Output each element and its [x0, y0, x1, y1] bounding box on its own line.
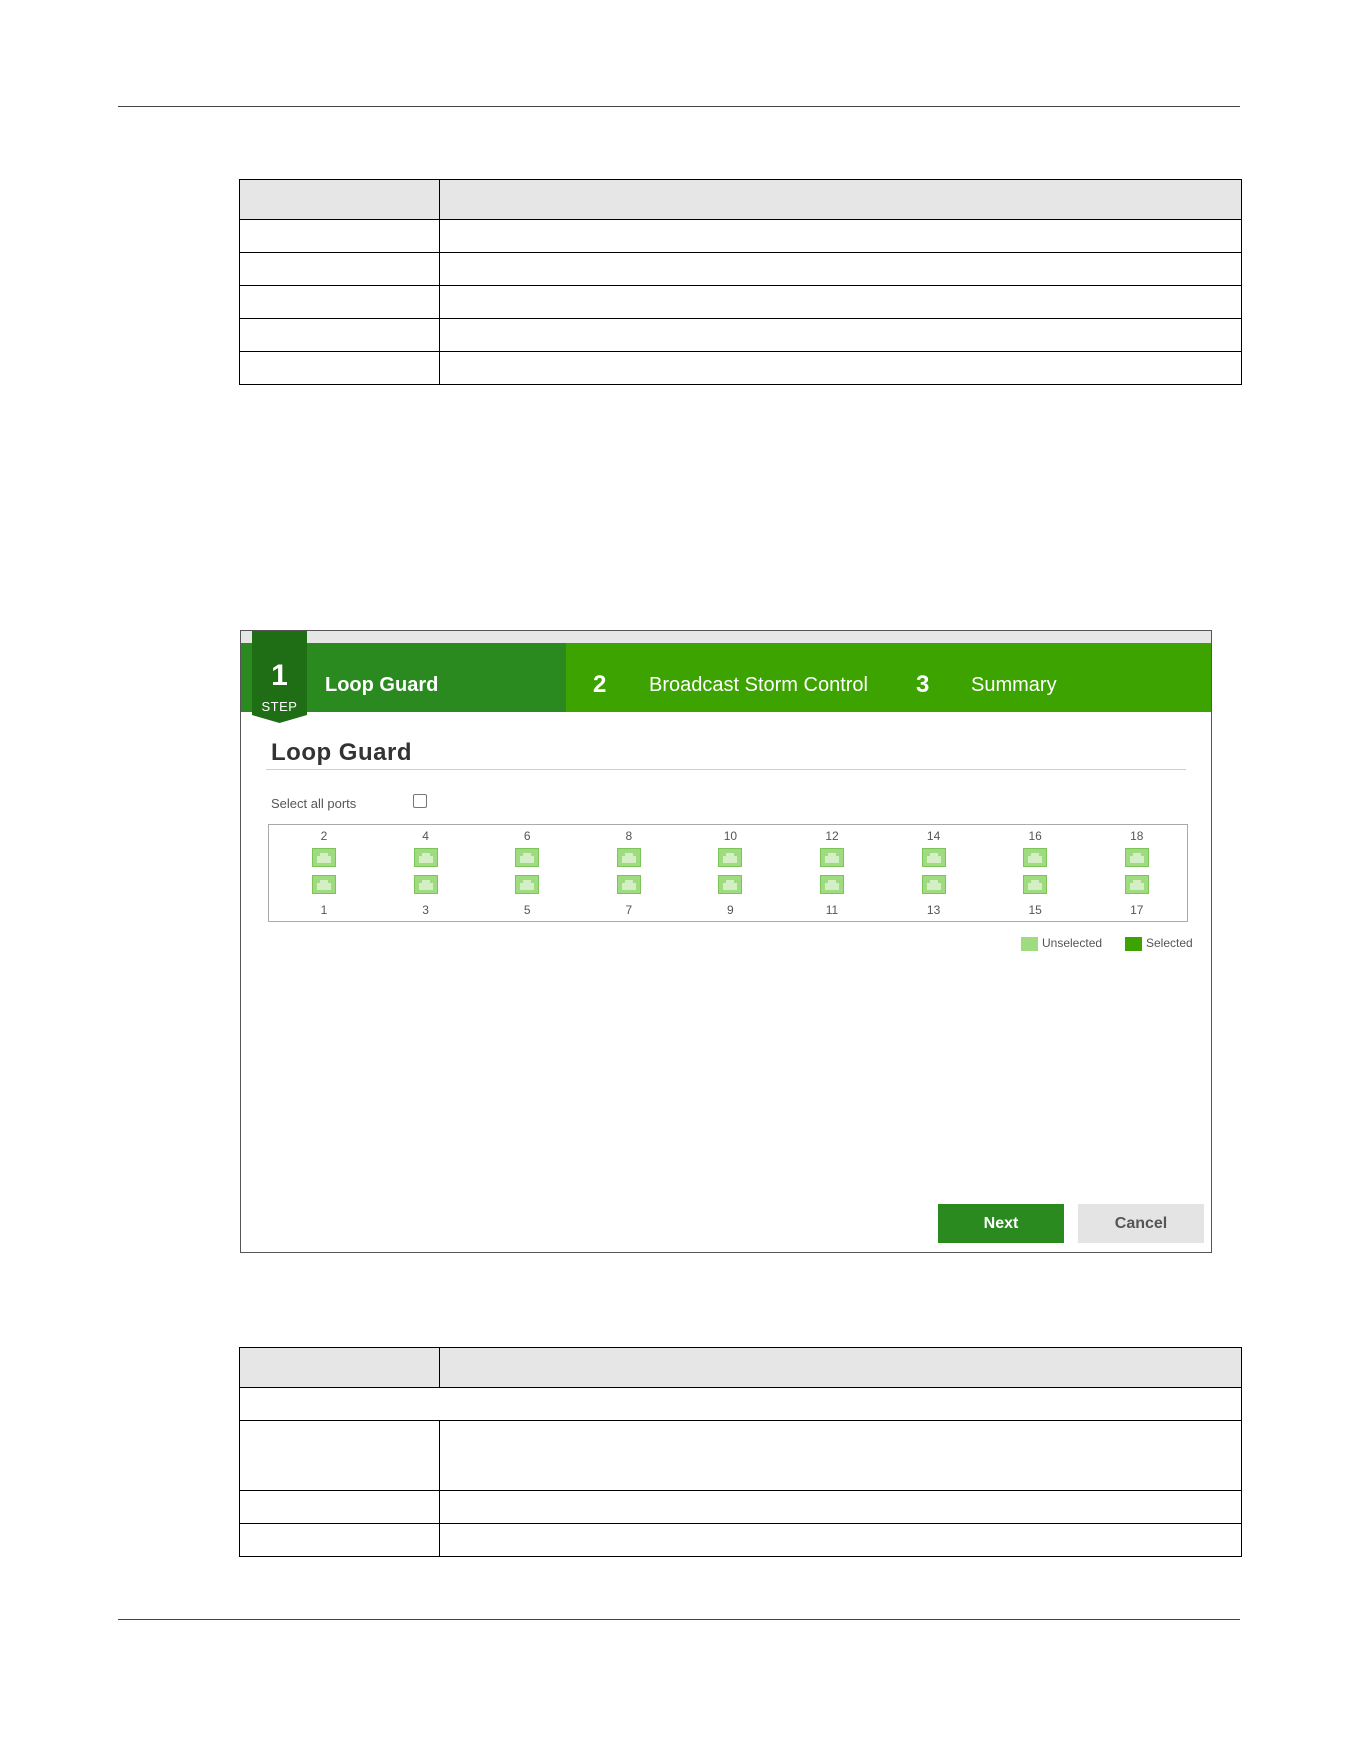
- port-14-icon[interactable]: [922, 848, 946, 867]
- table-cell: [440, 319, 1242, 352]
- table-cell: [240, 1524, 440, 1557]
- bottom-table: [239, 1347, 1242, 1557]
- unselected-port-icon: [1021, 937, 1038, 951]
- legend-selected: [1125, 936, 1193, 951]
- port-column: [700, 825, 760, 921]
- port-5-icon[interactable]: [515, 875, 539, 894]
- port-number-label: 9: [727, 903, 734, 917]
- table-cell: [440, 253, 1242, 286]
- legend-selected-label: Selected: [1146, 936, 1193, 950]
- port-selection-grid: [268, 824, 1188, 922]
- port-column: [904, 825, 964, 921]
- table-cell: [440, 1491, 1242, 1524]
- step-2-label[interactable]: Broadcast Storm Control: [649, 674, 868, 696]
- select-all-label: Select all ports: [271, 796, 357, 811]
- table-cell: [440, 352, 1242, 385]
- step-3-label[interactable]: Summary: [971, 674, 1057, 696]
- port-number-label: 16: [1028, 829, 1042, 843]
- step-word: STEP: [261, 699, 298, 714]
- port-number-label: 17: [1130, 903, 1144, 917]
- port-4-icon[interactable]: [414, 848, 438, 867]
- table-header-cell: [240, 180, 440, 220]
- port-column: [1107, 825, 1167, 921]
- port-number-label: 7: [625, 903, 633, 917]
- port-8-icon[interactable]: [617, 848, 641, 867]
- table-cell: [240, 286, 440, 319]
- port-9-icon[interactable]: [718, 875, 742, 894]
- table-cell: [440, 286, 1242, 319]
- step-indicator-tag: [252, 631, 307, 723]
- loop-guard-wizard-screenshot: [240, 630, 1212, 1253]
- table-cell: [240, 220, 440, 253]
- table-cell: [440, 1421, 1242, 1491]
- port-2-icon[interactable]: [312, 848, 336, 867]
- table-cell: [240, 352, 440, 385]
- port-11-icon[interactable]: [820, 875, 844, 894]
- step-1-number: 1: [271, 659, 288, 692]
- port-number-label: 15: [1028, 903, 1042, 917]
- table-cell: [240, 1491, 440, 1524]
- port-16-icon[interactable]: [1023, 848, 1047, 867]
- selected-port-icon: [1125, 937, 1142, 951]
- port-number-label: 18: [1130, 829, 1144, 843]
- table-header-cell: [440, 180, 1242, 220]
- table-cell: [440, 220, 1242, 253]
- port-column: [396, 825, 456, 921]
- port-10-icon[interactable]: [718, 848, 742, 867]
- port-3-icon[interactable]: [414, 875, 438, 894]
- port-column: [294, 825, 354, 921]
- table-section-row: [240, 1388, 1242, 1421]
- port-column: [1005, 825, 1065, 921]
- port-number-label: 12: [825, 829, 839, 843]
- step-1-label[interactable]: Loop Guard: [325, 674, 439, 696]
- port-18-icon[interactable]: [1125, 848, 1149, 867]
- port-number-label: 5: [523, 903, 531, 917]
- table-cell: [240, 319, 440, 352]
- port-number-label: 8: [625, 829, 633, 843]
- port-column: [599, 825, 659, 921]
- header-rule: [118, 106, 1240, 107]
- table-header-cell: [240, 1348, 440, 1388]
- port-13-icon[interactable]: [922, 875, 946, 894]
- legend-unselected-label: Unselected: [1042, 936, 1103, 950]
- table-header-cell: [440, 1348, 1242, 1388]
- port-column: [497, 825, 557, 921]
- port-6-icon[interactable]: [515, 848, 539, 867]
- port-17-icon[interactable]: [1125, 875, 1149, 894]
- cancel-button[interactable]: Cancel: [1078, 1204, 1204, 1243]
- port-number-label: 1: [320, 903, 328, 917]
- port-15-icon[interactable]: [1023, 875, 1047, 894]
- port-1-icon[interactable]: [312, 875, 336, 894]
- port-7-icon[interactable]: [617, 875, 641, 894]
- port-number-label: 13: [926, 903, 941, 917]
- step-2-number: 2: [593, 671, 607, 698]
- step-3-number: 3: [916, 671, 930, 698]
- top-table: [239, 179, 1242, 385]
- port-column: [802, 825, 862, 921]
- port-number-label: 10: [723, 829, 738, 843]
- table-cell: [240, 253, 440, 286]
- port-number-label: 6: [523, 829, 531, 843]
- port-number-label: 11: [825, 903, 839, 917]
- port-number-label: 3: [422, 903, 429, 917]
- table-cell: [440, 1524, 1242, 1557]
- port-number-label: 2: [320, 829, 328, 843]
- port-12-icon[interactable]: [820, 848, 844, 867]
- panel-divider: [266, 769, 1186, 770]
- select-all-checkbox[interactable]: [413, 794, 427, 808]
- panel-title: Loop Guard: [271, 739, 412, 766]
- port-number-label: 4: [422, 829, 429, 843]
- next-button[interactable]: Next: [938, 1204, 1064, 1243]
- legend-unselected: [1021, 936, 1102, 951]
- window-top-strip: [241, 631, 1211, 643]
- wizard-step-banner: [241, 643, 1211, 712]
- footer-rule: [118, 1619, 1240, 1620]
- port-number-label: 14: [926, 829, 941, 843]
- table-cell: [240, 1421, 440, 1491]
